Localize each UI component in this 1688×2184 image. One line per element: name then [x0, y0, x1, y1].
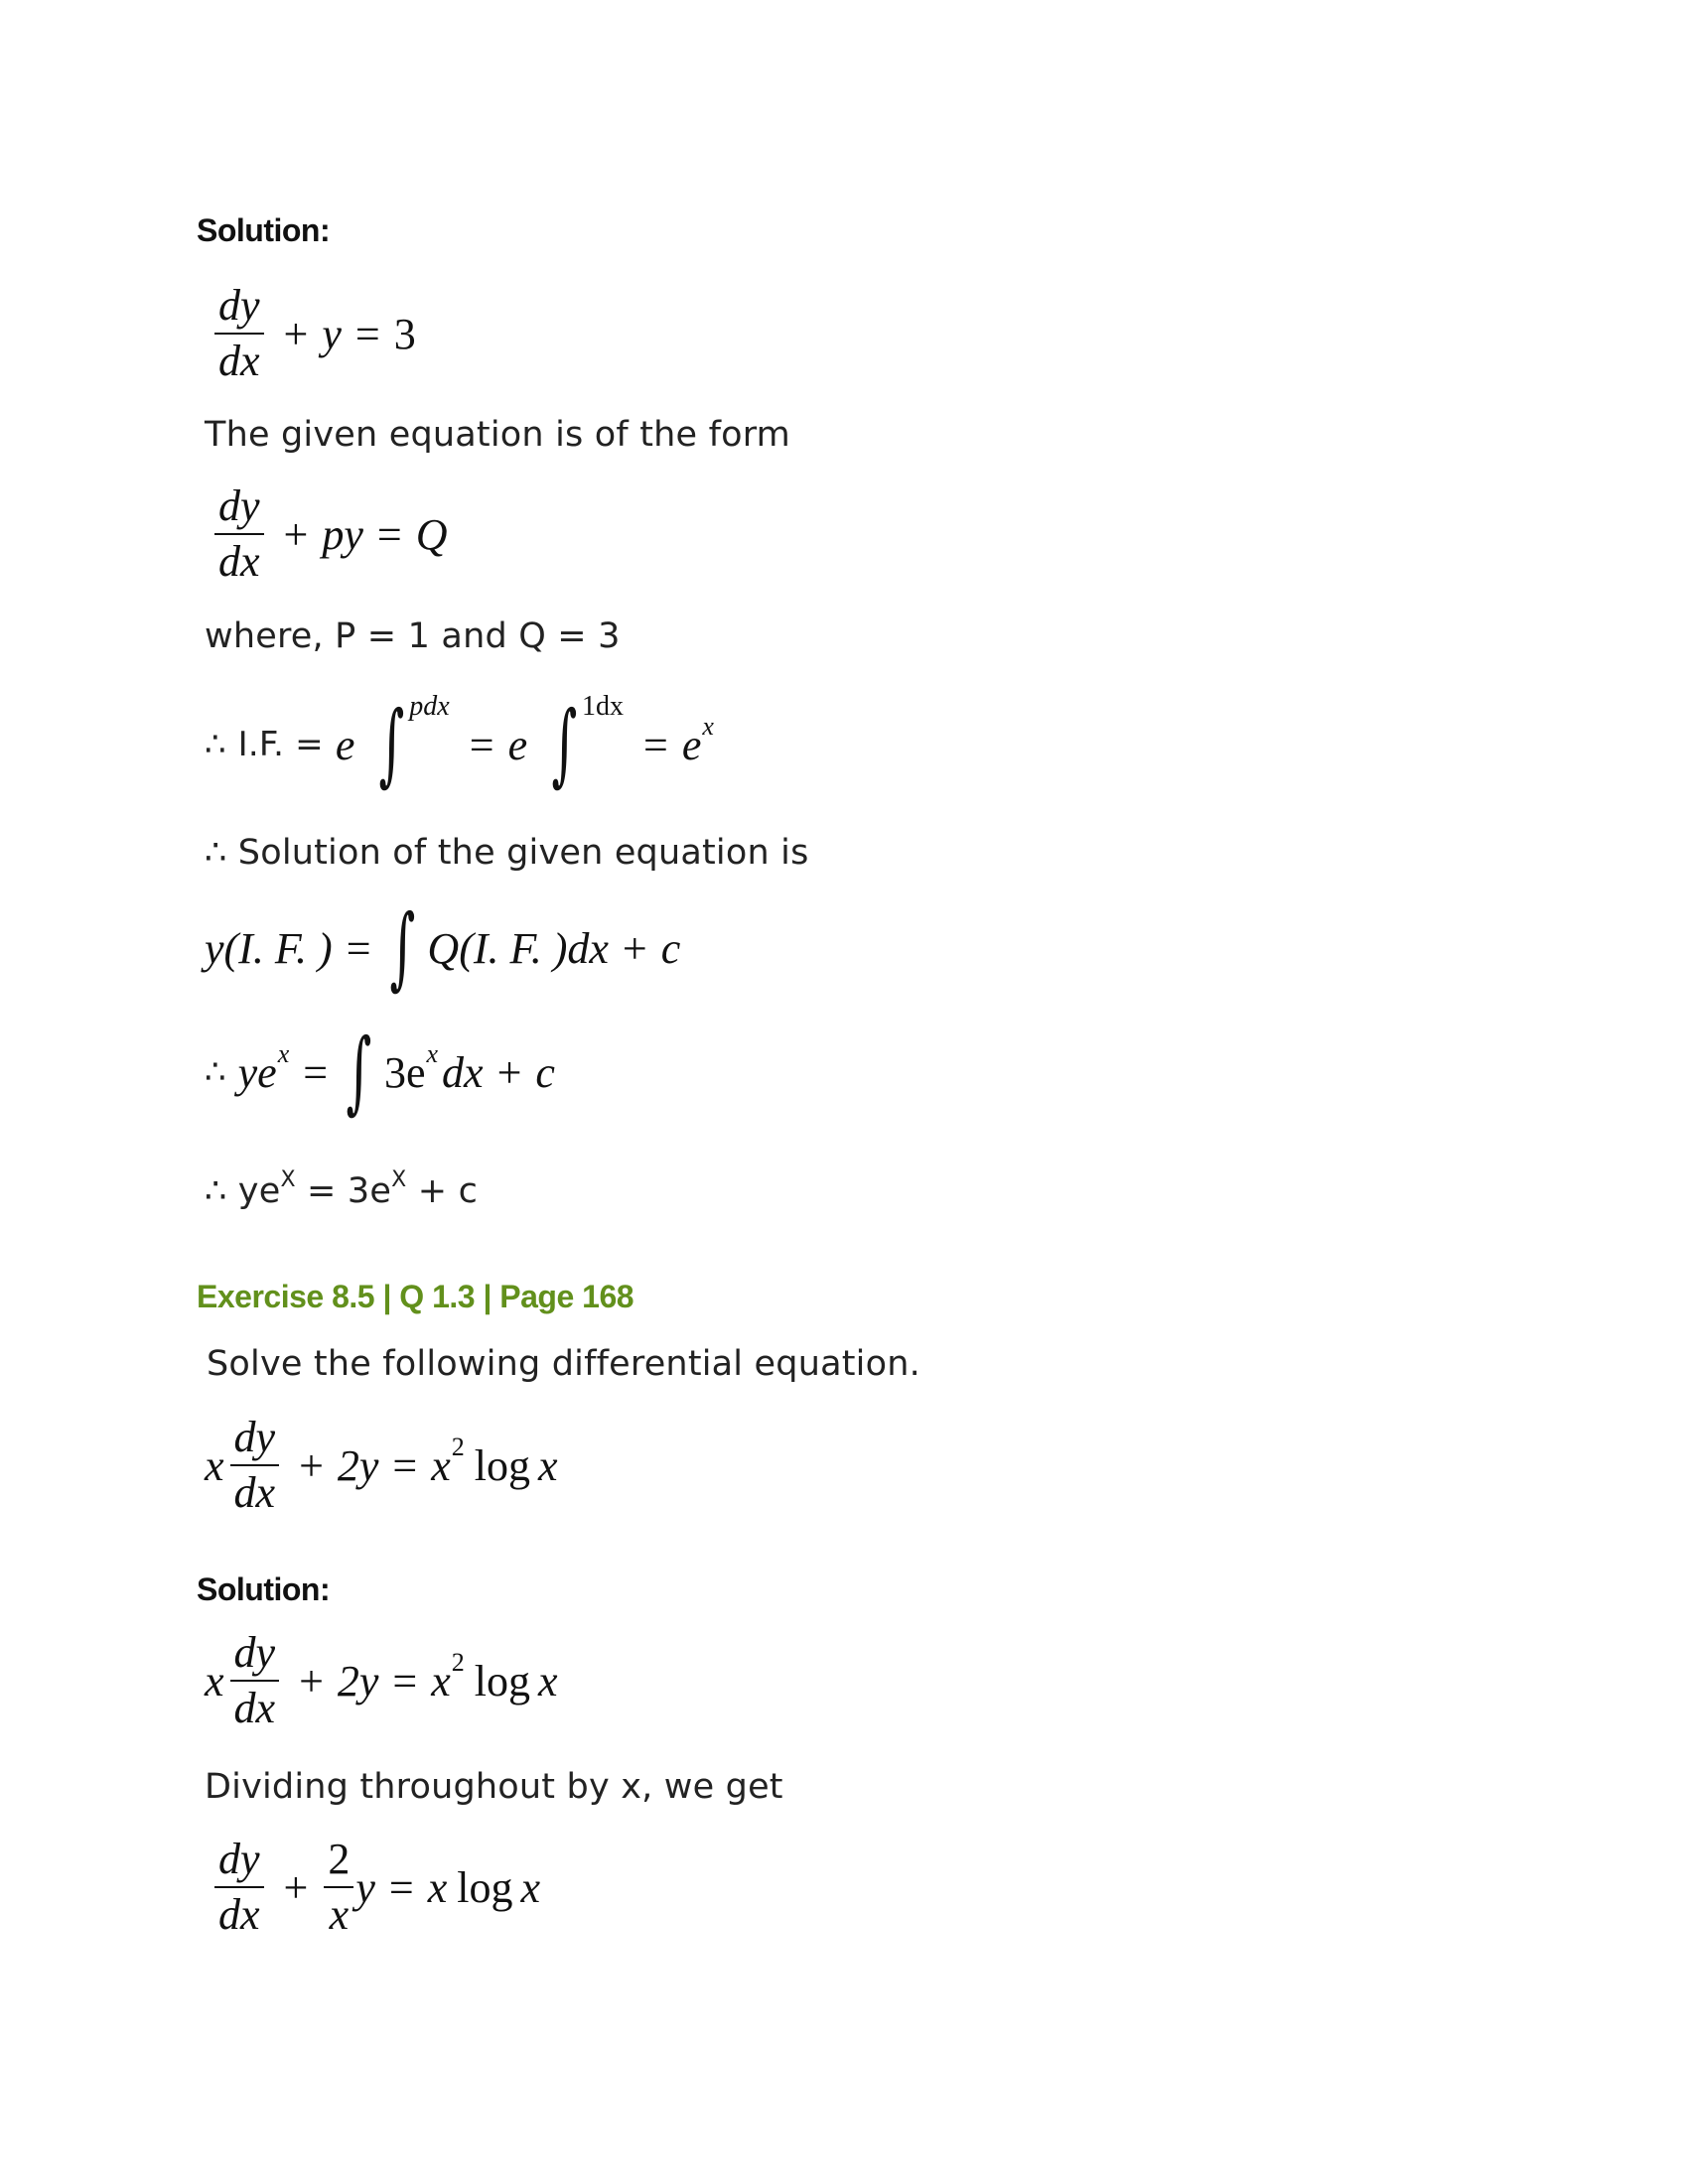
exponent-2: 2: [451, 1648, 465, 1678]
fraction-bar: [230, 1680, 280, 1682]
numerator: dy: [218, 481, 260, 530]
plus-operator: +: [283, 1862, 309, 1912]
equals-operator: =: [642, 720, 668, 769]
question-equation: [205, 1415, 558, 1516]
if-label: I.F. =: [237, 725, 324, 764]
fraction-bar: [214, 533, 264, 535]
form-description: The given equation is of the form: [205, 415, 790, 455]
fraction-dy-dx: [214, 283, 264, 384]
numerator: dy: [218, 281, 260, 330]
plus-operator: +: [283, 309, 309, 358]
denominator: dx: [233, 1468, 276, 1518]
base-e: e: [335, 720, 355, 769]
variable-x: x: [205, 1440, 224, 1490]
final-answer: [205, 1167, 479, 1211]
variable-x: x: [205, 1656, 224, 1706]
denominator: dx: [218, 537, 260, 587]
numerator: dy: [233, 1413, 276, 1461]
exponent-x: X: [391, 1167, 407, 1192]
denominator: dx: [218, 337, 260, 386]
fraction-dy-dx: [230, 1415, 280, 1516]
fraction-bar: [324, 1886, 353, 1888]
divided-equation: [209, 1837, 540, 1938]
equation-standard-form: [209, 483, 448, 585]
integral-sign-icon: ∫: [551, 692, 578, 796]
dx: dx: [442, 1047, 484, 1097]
therefore-symbol: ∴: [205, 1171, 227, 1211]
denominator: dx: [233, 1684, 276, 1733]
variable-y: y: [355, 1862, 375, 1912]
equals-operator: =: [303, 1047, 329, 1097]
constant-c: c: [535, 1047, 555, 1097]
plus-operator: +: [496, 1047, 522, 1097]
general-solution-formula: [205, 893, 680, 1003]
plus-c: + c: [406, 1171, 479, 1211]
fraction-bar: [230, 1464, 280, 1466]
solution-heading: Solution:: [197, 1571, 331, 1607]
plus-operator: +: [299, 1656, 324, 1706]
integral-sign-icon: ∫: [378, 692, 405, 796]
variable-x: x: [538, 1656, 558, 1706]
constant-c: c: [660, 923, 681, 973]
log-function: log: [457, 1862, 513, 1912]
exponent-x: x: [426, 1039, 439, 1068]
fraction-bar: [214, 1886, 264, 1888]
exercise-heading: Exercise 8.5 | Q 1.3 | Page 168: [197, 1279, 634, 1314]
exponent-x: X: [280, 1167, 296, 1192]
therefore-symbol: ∴: [205, 1052, 226, 1092]
numerator: dy: [218, 1835, 260, 1883]
where-clause: where, P = 1 and Q = 3: [205, 616, 621, 656]
term-2y: 2y: [337, 1440, 379, 1490]
equals-operator: =: [392, 1656, 418, 1706]
rhs-Q: Q: [415, 509, 448, 559]
equals-operator: =: [469, 720, 494, 769]
term-2y: 2y: [337, 1656, 379, 1706]
integrating-factor-line: [205, 685, 714, 804]
dividing-text: Dividing throughout by x, we get: [205, 1767, 783, 1807]
lhs-y-if: y(I. F. ): [205, 923, 333, 973]
variable-x: x: [431, 1440, 451, 1490]
plus-operator: +: [283, 509, 309, 559]
equals-operator: =: [354, 309, 380, 358]
variable-y: y: [322, 309, 342, 358]
log-function: log: [474, 1656, 531, 1706]
integral-step: [205, 1018, 555, 1127]
plus-operator: +: [299, 1440, 324, 1490]
variable-x: x: [427, 1862, 448, 1912]
fraction-bar: [214, 333, 264, 335]
plus-operator: +: [622, 923, 647, 973]
fraction-dy-dx: [214, 1837, 264, 1938]
base-e: e: [507, 720, 528, 769]
integrand: Q(I. F. )dx: [427, 923, 609, 973]
variable-x: x: [520, 1862, 541, 1912]
exponent-x: x: [702, 712, 714, 741]
equation-dy-dx-plus-y-equals-3: [209, 283, 416, 384]
integral-sign-icon: ∫: [346, 1020, 372, 1124]
equals-operator: =: [376, 509, 402, 559]
base-e: e: [681, 720, 702, 769]
exponent-1dx: 1dx: [581, 691, 624, 722]
solution-of-equation-text: ∴ Solution of the given equation is: [205, 833, 809, 873]
integral-sign-icon: ∫: [389, 895, 415, 1000]
solution-equation: [205, 1630, 558, 1731]
equals-operator: =: [392, 1440, 418, 1490]
log-function: log: [474, 1440, 531, 1490]
variable-x: x: [431, 1656, 451, 1706]
lhs-ye: ye: [237, 1047, 277, 1097]
rhs-3e: = 3e: [295, 1171, 392, 1211]
integrand-3e: 3e: [383, 1047, 426, 1097]
question-text: Solve the following differential equation.: [207, 1344, 920, 1384]
numerator: 2: [328, 1835, 351, 1883]
solution-heading: Solution:: [197, 212, 331, 248]
exponent-pdx: pdx: [409, 691, 450, 722]
lhs-ye: ye: [237, 1171, 281, 1211]
therefore-symbol: ∴: [205, 725, 226, 764]
fraction-dy-dx: [214, 483, 264, 585]
fraction-dy-dx: [230, 1630, 280, 1731]
exponent-2: 2: [451, 1433, 465, 1462]
term-py: py: [322, 509, 363, 559]
equals-operator: =: [388, 1862, 414, 1912]
variable-x: x: [538, 1440, 558, 1490]
exponent-x: x: [277, 1039, 290, 1068]
denominator: dx: [218, 1890, 260, 1940]
rhs-value: 3: [393, 309, 416, 358]
denominator: x: [329, 1890, 350, 1940]
fraction-2-over-x: [324, 1837, 353, 1938]
equals-operator: =: [346, 923, 371, 973]
numerator: dy: [233, 1628, 276, 1677]
